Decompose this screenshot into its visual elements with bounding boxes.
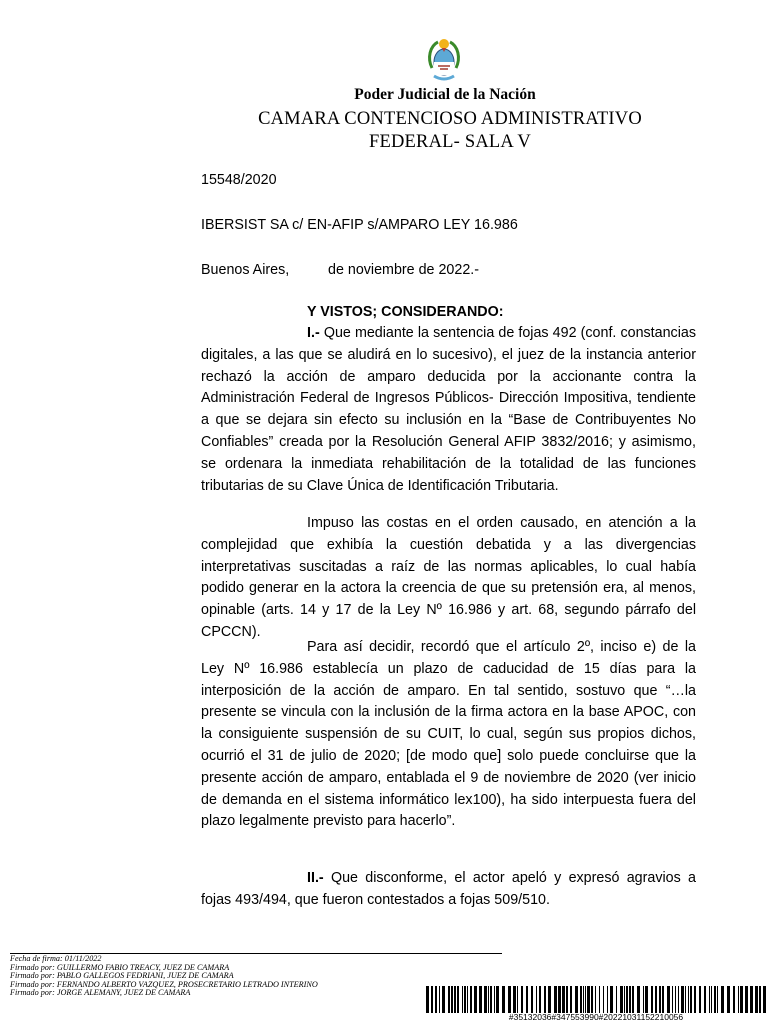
barcode-bar [464,986,466,1013]
barcode-bar [544,986,546,1013]
barcode-bar [738,986,739,1013]
barcode-bar [554,986,557,1013]
barcode-bar [531,986,533,1013]
barcode-bar [431,986,433,1013]
barcode-bar [539,986,541,1013]
barcode-bar [690,986,692,1013]
barcode-bar [521,986,523,1013]
barcode-bar [479,986,482,1013]
chamber-title-line-2: FEDERAL- SALA V [369,132,531,152]
barcode-bar [448,986,450,1013]
paragraph-text: Para así decidir, recordó que el artículo 2º, inciso e) de la Ley Nº 16.986 establecía un plazo de caducidad de 15 días para la interposición de la acción de amparo. En tal sentido, sostuvo que “…la presente se vincula con la inclusión de la firma actora en la base APOC, con la consiguiente suspensión de su CUIT, lo cual, según sus propios dichos, ocurrió el 31 de julio de 2020; [de modo que] solo puede concluirse que la presente acción de amparo, entablada el 9 de noviembre de 2020 (ver inicio de demanda en el sistema informático lex100), ha sido interpuesta fuera del plazo legalmente previsto para hacerlo”. [201,639,696,830]
barcode-bar [536,986,537,1013]
barcode-bar [587,986,590,1013]
barcode-bar [616,986,617,1013]
barcode-bar [496,986,499,1013]
paragraph-2 [201,513,696,644]
barcode-bar [675,986,676,1013]
barcode-bar [457,986,459,1013]
case-title: IBERSIST SA c/ EN-AFIP s/AMPARO LEY 16.986 [201,217,518,233]
paragraph-1 [201,323,696,497]
barcode-bar [451,986,453,1013]
section-heading: Y VISTOS; CONSIDERANDO: [307,304,504,320]
barcode-bar [517,986,518,1013]
signer-line: Firmado por: PABLO GALLEGOS FEDRIANI, JUEZ DE CAMARA [10,971,234,981]
barcode-bar [659,986,661,1013]
signature-block [10,955,318,998]
barcode-bar [727,986,730,1013]
signer-line: Firmado por: GUILLERMO FABIO TREACY, JUEZ DE CAMARA [10,962,230,972]
paragraph-label: I.- [307,325,320,341]
date-city: Buenos Aires, [201,262,290,278]
barcode-bar [763,986,766,1013]
barcode-bar [585,986,586,1013]
barcode-bar [548,986,551,1013]
date-text: de noviembre de 2022.- [328,262,480,278]
barcode-bar [603,986,604,1013]
barcode-bar [599,986,600,1013]
barcode-bar [637,986,640,1013]
barcode-bar [484,986,487,1013]
barcode-bar [745,986,748,1013]
barcode-bar [526,986,528,1013]
barcode-bar [704,986,706,1013]
chamber-title-line-1: CAMARA CONTENCIOSO ADMINISTRATIVO [258,109,642,129]
barcode-text: #35132036#347553990#20221031152210056 [508,1012,684,1022]
barcode-bar [583,986,584,1013]
barcode-bar [699,986,701,1013]
barcode-bar [474,986,477,1013]
barcode-bar [629,986,631,1013]
barcode-bar [740,986,743,1013]
barcode-bar [439,986,440,1013]
barcode-bar [733,986,735,1013]
barcode-bar [488,986,489,1013]
document-barcode [426,986,766,1013]
paragraph-3 [201,637,696,833]
barcode-bar [562,986,565,1013]
barcode-bar [667,986,670,1013]
barcode-bar [632,986,634,1013]
barcode-bar [694,986,696,1013]
national-coat-of-arms-icon [426,36,462,86]
barcode-bar [755,986,758,1013]
barcode-bar [655,986,657,1013]
paragraph-label: II.- [307,870,324,886]
barcode-bar [709,986,710,1013]
paragraph-text: Que mediante la sentencia de fojas 492 (conf. constancias digitales, a las que se aludirá en lo sucesivo), el juez de la instancia anterior rechazó la acción de amparo deducida por la accionante contra la Administración Federal de Ingresos Públicos- Dirección Impositiva, tendiente a que se dejara sin efecto su inclusión en la “Base de Contribuyentes No Confiables” creada por la Resolución General AFIP 3832/2016; y asimismo, se ordenara la inmediata rehabilitación de la totalidad de las funciones tributarias de su Clave Única de Identificación Tributaria. [201,325,696,494]
barcode-bar [462,986,463,1013]
barcode-bar [435,986,437,1013]
barcode-bar [575,986,578,1013]
barcode-bar [570,986,572,1013]
barcode-bar [662,986,664,1013]
signer-line: Firmado por: JORGE ALEMANY, JUEZ DE CAMARA [10,988,191,998]
barcode-bar [494,986,495,1013]
barcode-bar [721,986,724,1013]
court-name: Poder Judicial de la Nación [354,86,536,103]
signature-date: Fecha de firma: 01/11/2022 [10,954,102,963]
barcode-bar [626,986,628,1013]
barcode-bar [651,986,653,1013]
barcode-bar [580,986,582,1013]
barcode-bar [508,986,511,1013]
barcode-bar [678,986,679,1013]
case-number: 15548/2020 [201,172,277,188]
paragraph-text: Que disconforme, el actor apeló y expresó agravios a fojas 493/494, que fueron contestados a fojas 509/510. [201,870,696,908]
barcode-bar [643,986,644,1013]
barcode-bar [467,986,468,1013]
barcode-bar [490,986,492,1013]
barcode-bar [624,986,625,1013]
barcode-bar [759,986,761,1013]
barcode-bar [717,986,718,1013]
barcode-bar [714,986,716,1013]
barcode-bar [426,986,429,1013]
barcode-bar [566,986,568,1013]
barcode-bar [607,986,608,1013]
barcode-bar [645,986,648,1013]
barcode-bar [470,986,472,1013]
paragraph-4 [201,868,696,912]
barcode-bar [750,986,753,1013]
barcode-bar [688,986,689,1013]
barcode-bar [711,986,712,1013]
signer-line: Firmado por: FERNANDO ALBERTO VAZQUEZ, PROSECRETARIO LETRADO INTERINO [10,979,318,989]
barcode-bar [672,986,673,1013]
barcode-bar [513,986,516,1013]
barcode-bar [620,986,623,1013]
barcode-bar [591,986,593,1013]
barcode-bar [685,986,686,1013]
barcode-bar [442,986,445,1013]
barcode-bar [610,986,613,1013]
paragraph-text: Impuso las costas en el orden causado, en atención a la complejidad que exhibía la cuestión debatida y a las divergencias interpretativas suscitadas a raíz de las normas aplicables, lo cual había podido generar en la actora la creencia de que su pretensión era, al menos, opinable (arts. 14 y 17 de la Ley Nº 16.986 y art. 68, segundo párrafo del CPCCN). [201,515,696,640]
barcode-bar [681,986,684,1013]
barcode-bar [502,986,505,1013]
barcode-bar [595,986,596,1013]
barcode-bar [558,986,561,1013]
chamber-title [230,108,670,154]
barcode-bar [454,986,456,1013]
